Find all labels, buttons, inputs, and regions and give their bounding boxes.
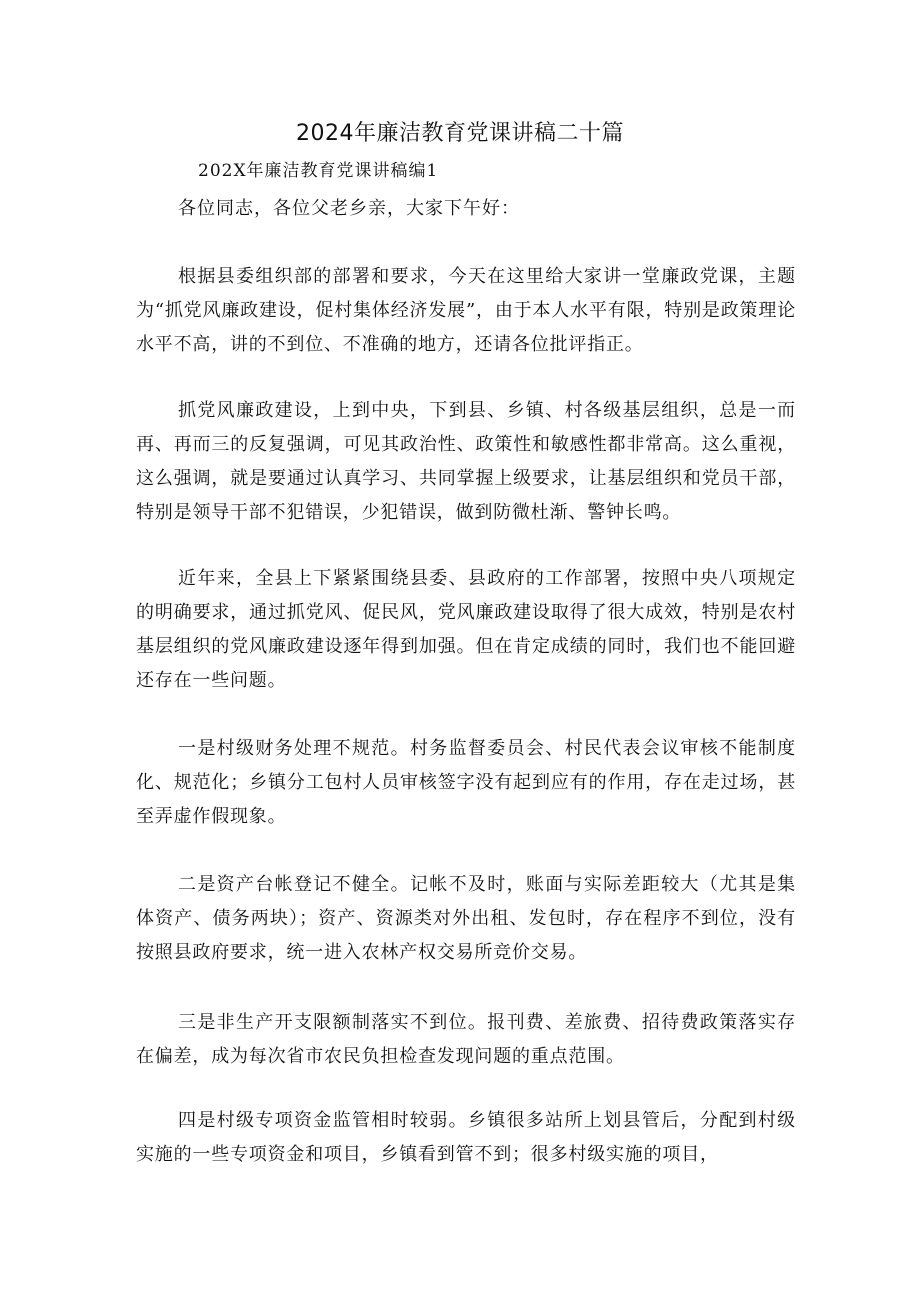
paragraph: 根据县委组织部的部署和要求，今天在这里给大家讲一堂廉政党课，主题为“抓党风廉政建设，促村集体经济发展”，由于本人水平有限，特别是政策理论水平不高，讲的不到位、不准确的地方，还请各位批评指正。 xyxy=(136,266,796,355)
paragraph: 四是村级专项资金监管相时较弱。乡镇很多站所上划县管后，分配到村级实施的一些专项资金和项目，乡镇看到管不到；很多村级实施的项目， xyxy=(136,1110,796,1165)
paragraph: 二是资产台帐登记不健全。记帐不及时，账面与实际差距较大（尤其是集体资产、债务两块）；资产、资源类对外出租、发包时，存在程序不到位，没有按照县政府要求，统一进入农林产权交易所竞价交易。 xyxy=(136,874,796,963)
document-subtitle: 202X年廉洁教育党课讲稿编1 xyxy=(198,161,439,181)
paragraph: 三是非生产开支限额制落实不到位。报刊费、差旅费、招待费政策落实存在偏差，成为每次省市农民负担检查发现问题的重点范围。 xyxy=(136,1012,796,1067)
paragraph: 一是村级财务处理不规范。村务监督委员会、村民代表会议审核不能制度化、规范化；乡镇分工包村人员审核签字没有起到应有的作用，存在走过场，甚至弄虚作假现象。 xyxy=(136,738,796,827)
document-title: 2024年廉洁教育党课讲稿二十篇 xyxy=(296,121,624,146)
paragraph: 抓党风廉政建设，上到中央，下到县、乡镇、村各级基层组织，总是一而再、再而三的反复强调，可见其政治性、政策性和敏感性都非常高。这么重视，这么强调，就是要通过认真学习、共同掌握上级要求，让基层组织和党员干部，特别是领导干部不犯错误，少犯错误，做到防微杜渐、警钟长鸣。 xyxy=(136,400,796,523)
paragraph: 近年来，全县上下紧紧围绕县委、县政府的工作部署，按照中央八项规定的明确要求，通过抓党风、促民风，党风廉政建设取得了很大成效，特别是农村基层组织的党风廉政建设逐年得到加强。但在肯定成绩的同时，我们也不能回避还存在一些问题。 xyxy=(136,568,796,691)
greeting-line: 各位同志，各位父老乡亲，大家下午好： xyxy=(178,198,520,219)
